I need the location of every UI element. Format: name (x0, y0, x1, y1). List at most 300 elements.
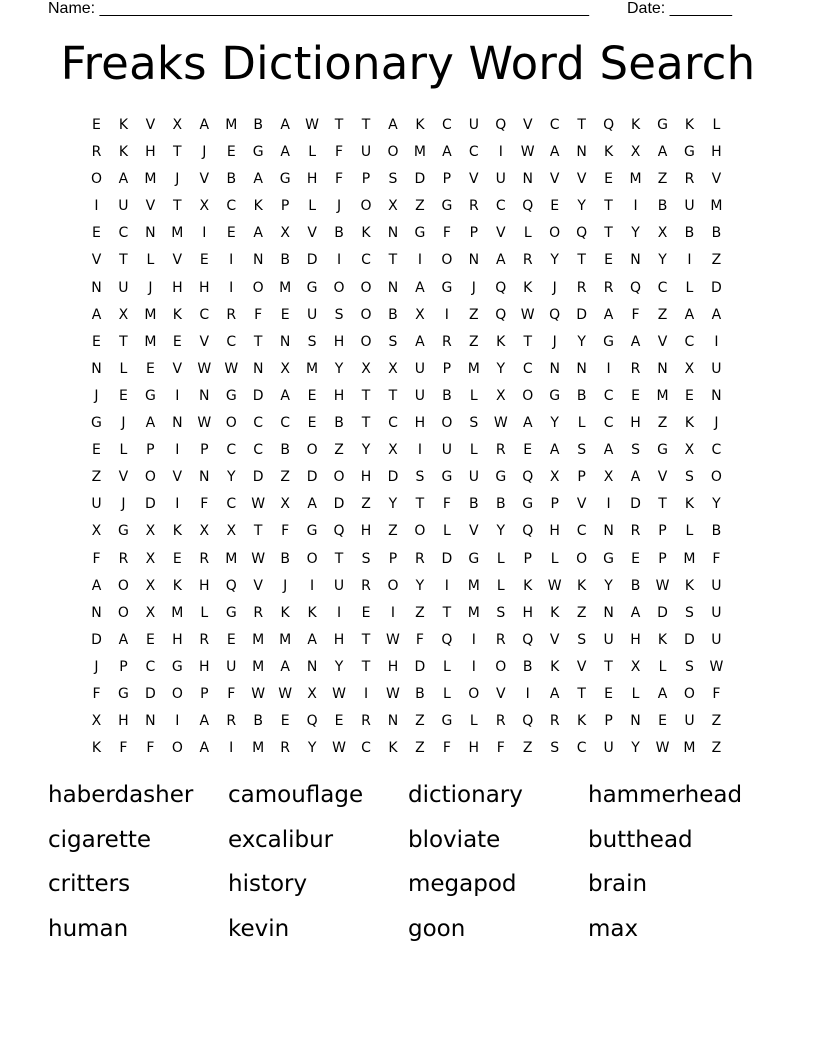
grid-letter: V (118, 469, 129, 486)
grid-letter: O (683, 685, 695, 702)
grid-letter: E (631, 387, 640, 404)
grid-letter: Y (334, 658, 344, 675)
grid-letter: A (657, 144, 668, 161)
grid-letter: M (225, 117, 238, 133)
grid-letter: F (335, 171, 344, 188)
grid-letter: F (92, 685, 101, 702)
grid-letter: X (415, 306, 425, 323)
grid-letter: C (711, 442, 722, 459)
grid-letter: U (711, 360, 722, 377)
grid-letter: X (91, 713, 102, 730)
grid-letter: Q (225, 577, 237, 594)
grid-letter: E (280, 306, 290, 323)
grid-letter: S (685, 658, 694, 675)
grid-letter: V (495, 225, 506, 242)
grid-letter: W (655, 577, 670, 594)
grid-letter: A (630, 604, 641, 621)
grid-letter: E (307, 415, 317, 432)
grid-letter: N (603, 604, 614, 621)
grid-letter: W (332, 685, 346, 702)
grid-letter: Z (388, 523, 398, 540)
grid-letter: I (336, 252, 342, 269)
grid-letter: B (630, 577, 641, 594)
grid-letter: S (550, 740, 560, 757)
grid-letter: I (336, 604, 342, 621)
grid-letter: R (199, 550, 210, 567)
grid-letter: L (577, 415, 586, 432)
grid-letter: M (467, 604, 480, 621)
word-list-item: haberdasher (48, 782, 194, 808)
grid-letter: Y (631, 225, 640, 242)
grid-letter: C (603, 387, 614, 404)
grid-letter: M (413, 144, 426, 161)
grid-letter: H (118, 713, 129, 730)
grid-letter: N (603, 523, 614, 540)
grid-letter: D (414, 171, 426, 188)
grid-letter: U (91, 496, 102, 513)
grid-letter: H (360, 469, 372, 486)
grid-letter: S (415, 469, 425, 486)
grid-letter: Y (658, 252, 667, 269)
grid-letter: A (199, 713, 210, 730)
grid-letter: Z (711, 252, 722, 269)
grid-letter: D (684, 631, 695, 648)
grid-letter: O (360, 198, 372, 215)
grid-letter: T (119, 252, 128, 269)
grid-letter: K (550, 604, 560, 621)
grid-letter: G (495, 469, 507, 486)
grid-letter: C (361, 740, 371, 757)
grid-letter: L (712, 117, 721, 133)
grid-letter: J (552, 279, 557, 296)
grid-letter: X (549, 469, 560, 486)
grid-letter: C (684, 333, 695, 350)
grid-letter: W (547, 577, 562, 594)
grid-letter: O (360, 279, 372, 296)
grid-letter: U (603, 631, 614, 648)
grid-letter: I (633, 198, 638, 215)
grid-letter: L (685, 523, 694, 540)
grid-letter: F (712, 685, 721, 702)
grid-letter: Y (712, 496, 721, 513)
grid-letter: N (252, 252, 264, 269)
grid-letter: N (387, 225, 399, 242)
grid-letter: B (280, 252, 290, 269)
grid-letter: V (91, 252, 102, 269)
grid-letter: F (442, 740, 451, 757)
grid-letter: H (199, 279, 210, 296)
grid-letter: W (197, 415, 212, 432)
grid-letter: A (118, 171, 129, 188)
grid-letter: O (117, 577, 129, 594)
grid-letter: K (172, 523, 182, 540)
grid-letter: N (522, 171, 533, 188)
grid-letter: R (226, 306, 237, 323)
grid-letter: P (604, 713, 613, 730)
grid-letter: P (146, 442, 155, 459)
grid-letter: X (684, 442, 695, 459)
grid-letter: H (306, 171, 318, 188)
grid-letter: X (199, 198, 210, 215)
grid-letter: I (363, 685, 369, 702)
grid-letter: X (361, 360, 371, 377)
grid-letter: L (469, 442, 478, 459)
grid-letter: E (280, 713, 290, 730)
grid-letter: W (251, 496, 266, 513)
grid-letter: G (414, 225, 426, 242)
grid-letter: G (306, 279, 318, 296)
grid-letter: R (226, 713, 237, 730)
grid-letter: G (441, 713, 453, 730)
grid-letter: O (522, 387, 534, 404)
grid-letter: L (442, 685, 451, 702)
grid-letter: C (388, 415, 398, 432)
grid-letter: W (278, 685, 293, 702)
grid-letter: V (307, 225, 317, 242)
grid-letter: M (252, 631, 265, 648)
grid-letter: D (387, 469, 399, 486)
grid-letter: T (604, 225, 613, 242)
grid-letter: O (225, 415, 237, 432)
grid-letter: M (467, 360, 480, 377)
grid-letter: X (307, 685, 317, 702)
grid-letter: K (496, 333, 506, 350)
grid-letter: U (468, 469, 479, 486)
grid-letter: T (577, 252, 586, 269)
grid-letter: C (145, 658, 156, 675)
grid-letter: X (603, 469, 614, 486)
grid-letter: R (361, 577, 371, 594)
grid-letter: C (522, 360, 533, 377)
grid-letter: I (417, 442, 422, 459)
grid-letter: O (306, 550, 318, 567)
grid-letter: R (280, 740, 291, 757)
grid-letter: K (118, 144, 129, 161)
grid-letter: A (199, 740, 210, 757)
grid-letter: E (92, 333, 101, 350)
grid-letter: E (550, 198, 560, 215)
grid-letter: N (145, 713, 156, 730)
grid-letter: O (387, 144, 399, 161)
grid-letter: F (119, 740, 128, 757)
grid-letter: S (685, 469, 694, 486)
grid-letter: U (684, 713, 695, 730)
grid-letter: R (118, 550, 129, 567)
grid-letter: L (685, 279, 694, 296)
grid-letter: B (388, 306, 398, 323)
grid-letter: T (253, 333, 263, 350)
grid-letter: Z (711, 713, 722, 730)
grid-letter: S (577, 442, 587, 459)
grid-letter: X (388, 360, 398, 377)
grid-letter: V (657, 469, 668, 486)
grid-letter: C (549, 117, 560, 133)
grid-letter: G (684, 144, 695, 161)
grid-letter: Y (631, 740, 640, 757)
grid-letter: M (252, 740, 265, 757)
grid-letter: T (361, 117, 371, 133)
word-list-item: human (48, 915, 129, 942)
grid-letter: K (684, 496, 695, 513)
grid-letter: M (279, 631, 292, 648)
grid-letter: A (415, 279, 425, 296)
grid-letter: G (603, 333, 615, 350)
grid-letter: O (144, 469, 156, 486)
grid-letter: Q (522, 469, 534, 486)
grid-letter: Y (550, 252, 559, 269)
grid-letter: W (386, 631, 400, 648)
grid-letter: P (280, 198, 290, 215)
grid-letter: D (252, 469, 264, 486)
grid-letter: A (630, 333, 641, 350)
grid-letter: Z (415, 740, 425, 757)
grid-letter: N (199, 387, 210, 404)
grid-letter: R (91, 144, 102, 161)
grid-letter: T (604, 658, 613, 675)
grid-letter: U (684, 198, 695, 215)
grid-letter: H (333, 387, 345, 404)
grid-letter: E (145, 360, 155, 377)
grid-letter: Z (280, 469, 290, 486)
grid-letter: F (496, 740, 505, 757)
grid-letter: M (171, 225, 184, 242)
grid-letter: O (171, 740, 183, 757)
grid-letter: E (226, 225, 236, 242)
grid-letter: L (658, 658, 667, 675)
grid-letter: Q (603, 117, 615, 133)
grid-letter: C (657, 279, 668, 296)
grid-letter: R (576, 279, 587, 296)
grid-letter: O (549, 225, 561, 242)
grid-letter: G (91, 415, 102, 432)
grid-letter: P (119, 658, 128, 675)
grid-letter: G (657, 442, 668, 459)
grid-letter: M (144, 171, 157, 188)
grid-letter: B (415, 685, 425, 702)
grid-letter: M (225, 550, 238, 567)
grid-letter: E (145, 631, 155, 648)
grid-letter: V (253, 577, 263, 594)
grid-letter: O (117, 604, 129, 621)
grid-letter: V (522, 117, 533, 133)
grid-letter: Q (522, 631, 534, 648)
grid-letter: D (711, 279, 722, 296)
grid-letter: S (388, 171, 398, 188)
grid-letter: V (172, 252, 183, 269)
grid-letter: V (549, 171, 560, 188)
grid-letter: N (91, 279, 102, 296)
grid-letter: A (280, 144, 290, 161)
grid-letter: J (121, 415, 126, 432)
grid-letter: T (334, 117, 344, 133)
grid-letter: I (498, 144, 503, 161)
grid-letter: T (577, 117, 586, 133)
grid-letter: L (469, 713, 478, 730)
grid-letter: G (225, 387, 237, 404)
grid-letter: I (687, 252, 692, 269)
grid-letter: B (711, 225, 722, 242)
grid-letter: O (414, 523, 426, 540)
grid-letter: S (496, 604, 506, 621)
grid-letter: O (360, 333, 372, 350)
grid-letter: U (118, 279, 129, 296)
grid-letter: N (172, 415, 183, 432)
grid-letter: I (229, 740, 234, 757)
grid-letter: U (226, 658, 237, 675)
grid-letter: O (710, 469, 722, 486)
grid-letter: U (360, 144, 372, 161)
grid-letter: X (280, 496, 290, 513)
grid-letter: U (711, 631, 722, 648)
grid-letter: R (630, 523, 641, 540)
grid-letter: N (199, 469, 210, 486)
word-list-item: cigarette (48, 826, 152, 853)
grid-letter: K (603, 144, 614, 161)
grid-letter: C (441, 117, 452, 133)
word-list-item: butthead (588, 826, 693, 853)
grid-letter: W (709, 658, 724, 675)
grid-letter: Q (576, 225, 588, 242)
grid-letter: K (172, 306, 182, 323)
grid-letter: C (226, 442, 237, 459)
grid-letter: D (252, 387, 264, 404)
grid-letter: Q (306, 713, 318, 730)
grid-letter: N (145, 225, 156, 242)
grid-letter: X (145, 577, 156, 594)
grid-letter: K (630, 117, 641, 133)
grid-letter: E (199, 252, 209, 269)
grid-letter: I (175, 442, 180, 459)
grid-letter: E (658, 713, 667, 730)
grid-letter: R (630, 360, 641, 377)
grid-letter: D (414, 658, 426, 675)
grid-letter: T (173, 198, 182, 215)
grid-letter: Z (415, 713, 425, 730)
grid-letter: L (442, 523, 451, 540)
grid-letter: Q (495, 306, 507, 323)
grid-letter: F (92, 550, 101, 567)
grid-letter: I (175, 387, 180, 404)
grid-letter: G (522, 496, 534, 513)
grid-letter: F (442, 496, 451, 513)
grid-letter: R (468, 198, 479, 215)
grid-letter: E (307, 387, 317, 404)
grid-letter: Q (522, 523, 534, 540)
grid-letter: S (631, 442, 640, 459)
grid-letter: W (224, 360, 239, 377)
grid-letter: G (468, 550, 480, 567)
grid-letter: G (657, 117, 668, 133)
grid-letter: T (388, 252, 398, 269)
grid-letter: X (226, 523, 237, 540)
grid-letter: N (630, 252, 641, 269)
grid-letter: U (414, 360, 426, 377)
grid-letter: X (145, 604, 156, 621)
grid-letter: J (94, 658, 99, 675)
grid-letter: M (144, 333, 157, 350)
grid-letter: A (280, 658, 290, 675)
grid-letter: E (631, 550, 640, 567)
grid-letter: A (280, 387, 290, 404)
grid-letter: X (630, 144, 641, 161)
grid-letter: Y (226, 469, 236, 486)
grid-letter: D (576, 306, 588, 323)
grid-letter: B (280, 442, 290, 459)
grid-letter: O (171, 685, 183, 702)
grid-letter: U (333, 577, 345, 594)
grid-letter: B (576, 387, 587, 404)
grid-letter: E (92, 225, 101, 242)
grid-letter: N (387, 713, 399, 730)
grid-letter: E (361, 604, 371, 621)
grid-letter: I (390, 604, 396, 621)
grid-letter: M (252, 658, 265, 675)
grid-letter: Z (334, 442, 344, 459)
grid-letter: L (200, 604, 209, 621)
grid-letter: P (469, 225, 479, 242)
grid-letter: W (197, 360, 212, 377)
grid-letter: A (307, 496, 317, 513)
grid-letter: K (550, 658, 560, 675)
grid-letter: X (280, 360, 290, 377)
grid-letter: Y (577, 333, 586, 350)
grid-letter: B (334, 225, 344, 242)
grid-letter: A (657, 685, 668, 702)
grid-letter: R (495, 631, 506, 648)
grid-letter: A (253, 171, 263, 188)
grid-letter: H (387, 658, 399, 675)
grid-letter: T (577, 685, 586, 702)
grid-letter: B (334, 415, 344, 432)
grid-letter: G (441, 279, 453, 296)
name-field-label: Name: _______________________________________________________ (48, 0, 589, 17)
grid-letter: H (199, 577, 210, 594)
grid-letter: U (603, 740, 614, 757)
grid-letter: A (630, 469, 641, 486)
grid-letter: V (199, 171, 210, 188)
grid-letter: H (630, 415, 641, 432)
grid-letter: I (310, 577, 315, 594)
grid-letter: A (91, 306, 102, 323)
grid-letter: Z (91, 469, 102, 486)
grid-letter: A (522, 415, 533, 432)
grid-letter: A (549, 144, 560, 161)
grid-letter: I (525, 685, 530, 702)
grid-letter: V (172, 469, 183, 486)
grid-letter: C (118, 225, 129, 242)
grid-letter: X (280, 225, 290, 242)
grid-letter: V (469, 171, 479, 188)
grid-letter: M (467, 577, 480, 594)
grid-letter: E (604, 252, 614, 269)
grid-letter: B (469, 496, 479, 513)
grid-letter: B (711, 523, 722, 540)
grid-letter: C (576, 740, 587, 757)
grid-letter: F (335, 144, 344, 161)
grid-letter: I (606, 496, 611, 513)
grid-letter: T (604, 198, 613, 215)
grid-letter: Z (657, 306, 668, 323)
grid-letter: L (442, 658, 451, 675)
grid-letter: E (604, 171, 614, 188)
grid-letter: J (552, 333, 557, 350)
grid-letter: Z (415, 198, 425, 215)
grid-letter: J (336, 198, 342, 215)
grid-letter: P (442, 360, 452, 377)
grid-letter: I (606, 360, 611, 377)
grid-letter: J (121, 496, 126, 513)
grid-letter: C (226, 333, 237, 350)
